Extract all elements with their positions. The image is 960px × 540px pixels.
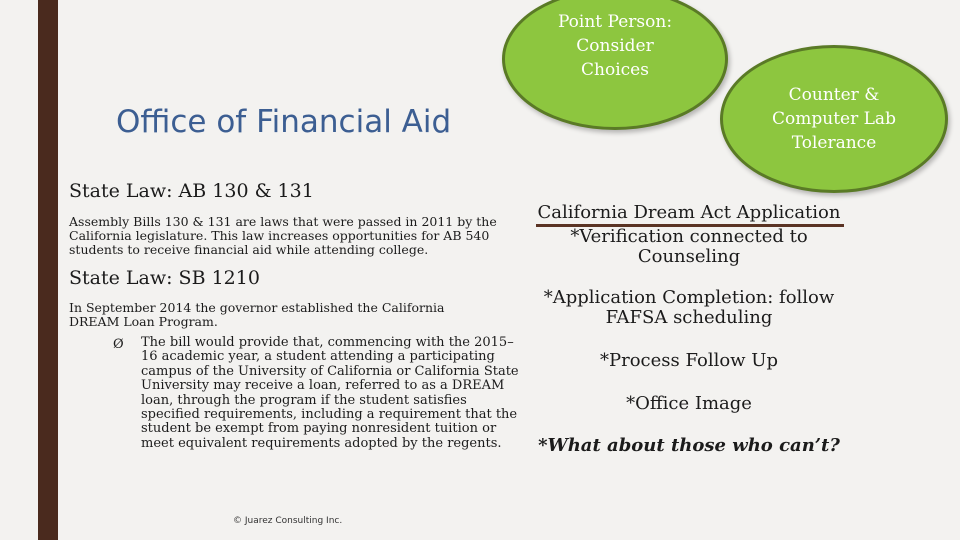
bullet-arrow-icon: Ø (113, 337, 124, 352)
section1-heading: State Law: AB 130 & 131 (69, 180, 314, 202)
section1-body: Assembly Bills 130 & 131 are laws that were passed in 2011 by the California legislature. This law increases opportunities for AB 540 students to receive financial aid while attending college. (69, 214, 497, 257)
counter-label: Counter & Computer Lab Tolerance (772, 85, 896, 153)
application-completion-text: *Application Completion: follow FAFSA scheduling (543, 287, 835, 328)
left-accent-stripe (38, 0, 58, 540)
point-person-label: Point Person: Consider Choices (557, 12, 673, 80)
copyright-footer: © Juarez Consulting Inc. (233, 516, 343, 526)
bullet-text: The bill would provide that, commencing with the 2015–16 academic year, a student attending a participating campus of the University of California or California State University may receive a loan, referred to as a DREAM loan, through the program if the student satisfies specified requirements, including a requirement that the student be exempt from paying nonresident tuition or meet equivalent requirements adopted by the regents. (141, 335, 519, 451)
section2-heading: State Law: SB 1210 (69, 267, 260, 289)
verification-text: *Verification connected to Counseling (570, 226, 808, 267)
counter-circle (720, 45, 948, 193)
dream-act-heading: California Dream Act Application (537, 202, 841, 223)
office-image-text: *Office Image (626, 393, 752, 414)
process-follow-up-text: *Process Follow Up (600, 350, 778, 371)
section2-body: In September 2014 the governor established the California DREAM Loan Program. (69, 300, 445, 329)
slide-title: Office of Financial Aid (116, 104, 452, 140)
point-person-circle (502, 0, 728, 130)
question-text: *What about those who can’t? (538, 435, 840, 456)
